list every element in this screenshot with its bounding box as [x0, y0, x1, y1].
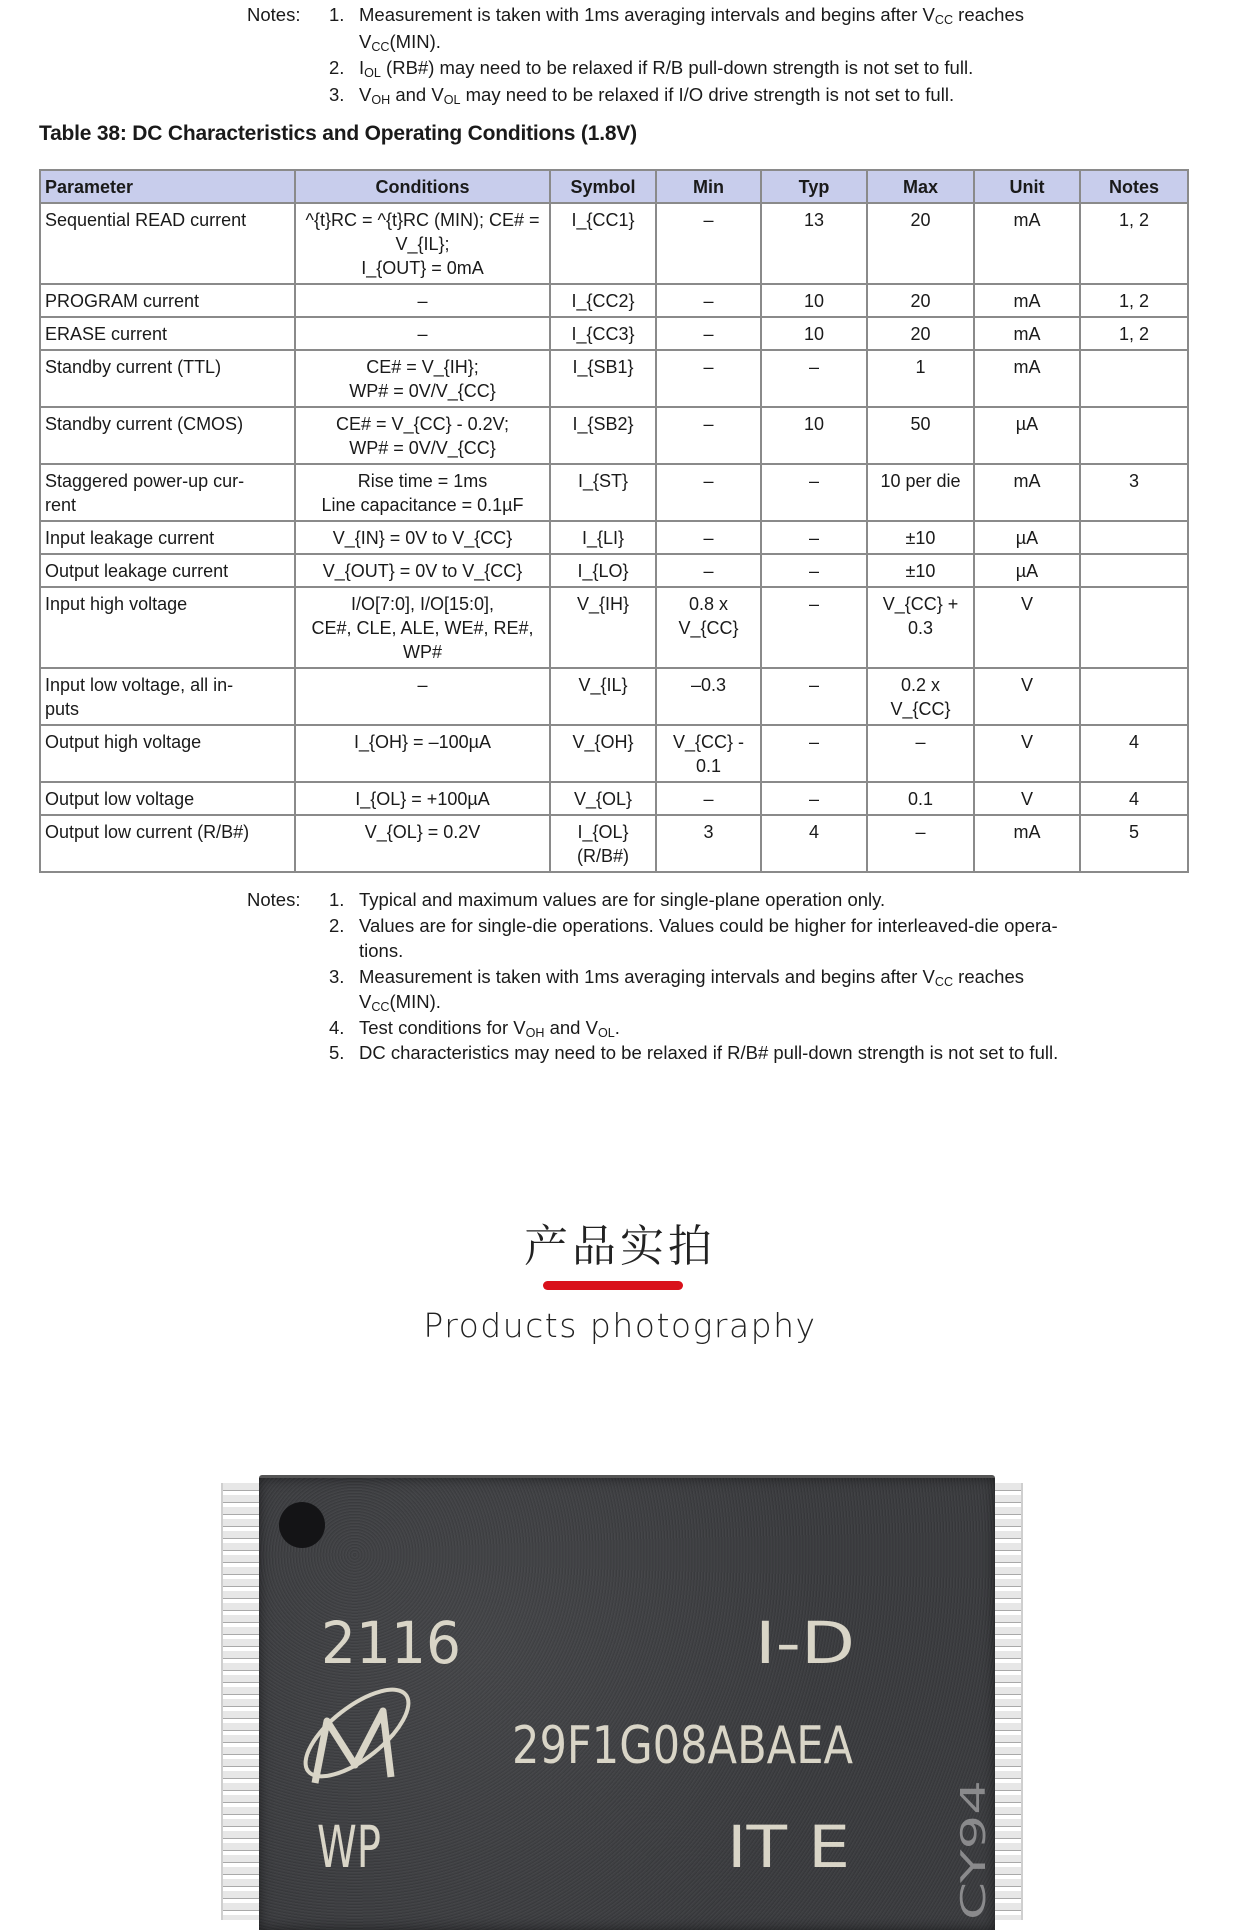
cell-parameter — [40, 521, 295, 554]
note-text: DC characteristics may need to be relaxed if R/B# pull-down strength is not set to full. — [359, 1042, 1059, 1063]
cell-text: Input high voltage — [45, 594, 188, 614]
note-text: VOH and VOL may need to be relaxed if I/O drive strength is not set to full. — [359, 83, 955, 107]
cell-min — [656, 668, 761, 725]
cell-text: WP# — [402, 642, 442, 662]
cell-text: mA — [1013, 291, 1041, 311]
cell-text: – — [703, 789, 714, 809]
cell-text: V_{IH} — [576, 594, 630, 614]
note-text: Measurement is taken with 1ms averaging intervals and begins after VCC reaches — [359, 4, 1024, 28]
cell-unit — [974, 464, 1080, 521]
cell-symbol — [550, 587, 656, 668]
cell-text: V_{CC} - 0.1 — [672, 732, 745, 776]
cell-text: I_{OUT} = 0mA — [361, 258, 484, 278]
cell-text: 4 — [808, 822, 819, 842]
cell-notes — [1080, 725, 1188, 782]
cell-parameter — [40, 284, 295, 317]
note-number: 2. — [329, 57, 345, 78]
cell-text: 0.2 x V_{CC} — [890, 675, 951, 719]
note-number: 3. — [329, 83, 345, 105]
cell-parameter — [40, 407, 295, 464]
cell-parameter — [40, 587, 295, 668]
cell-max — [867, 407, 974, 464]
cell-text: 50 — [910, 414, 931, 434]
cell-text: 20 — [910, 324, 931, 344]
cell-typ — [761, 725, 867, 782]
cell-notes — [1080, 815, 1188, 872]
cell-typ — [761, 815, 867, 872]
cell-conditions — [295, 587, 550, 668]
cell-symbol — [550, 815, 656, 872]
note-text: IOL (RB#) may need to be relaxed if R/B pull-down strength is not set to full. — [359, 57, 974, 81]
cell-min — [656, 521, 761, 554]
cell-text: V_{OUT} = 0V to V_{CC} — [322, 561, 523, 581]
cell-unit — [974, 407, 1080, 464]
cell-text: – — [808, 732, 819, 752]
chip-marking-wp: WP — [317, 1813, 381, 1881]
cell-text: I_{OL} = +100µA — [355, 789, 490, 809]
cell-notes — [1080, 521, 1188, 554]
note-number: 3. — [329, 965, 345, 987]
chip-marking-date: 2116 — [321, 1609, 461, 1677]
note-text: tions. — [359, 940, 404, 961]
cell-unit — [974, 284, 1080, 317]
column-header-symbol: Symbol — [550, 170, 656, 203]
cell-text: mA — [1013, 357, 1041, 377]
cell-parameter — [40, 815, 295, 872]
note-number: 5. — [329, 1042, 345, 1063]
cell-text: – — [808, 357, 819, 377]
cell-conditions — [295, 464, 550, 521]
cell-text: I_{OH} = –100µA — [354, 732, 491, 752]
table-row — [40, 203, 1188, 284]
cell-text: V — [1020, 675, 1033, 695]
cell-max — [867, 464, 974, 521]
section-title-cn: 产品实拍 — [524, 1221, 716, 1272]
cell-text: Output high voltage — [45, 732, 202, 752]
cell-symbol — [550, 203, 656, 284]
cell-min — [656, 350, 761, 407]
cell-text: Output low current (R/B#) — [45, 822, 250, 842]
table-row — [40, 554, 1188, 587]
cell-text: 0.1 — [907, 789, 934, 809]
notes-label: Notes: — [247, 889, 301, 910]
cell-parameter — [40, 725, 295, 782]
column-header-notes: Notes — [1080, 170, 1188, 203]
cell-conditions — [295, 284, 550, 317]
cell-text: – — [808, 675, 819, 695]
cell-typ — [761, 407, 867, 464]
note-number: 2. — [329, 914, 345, 936]
cell-notes — [1080, 587, 1188, 668]
cell-symbol — [550, 350, 656, 407]
cell-text: I_{LO} — [577, 561, 629, 581]
cell-symbol — [550, 464, 656, 521]
column-header-min: Min — [656, 170, 761, 203]
chip-markings — [215, 1465, 1027, 1920]
cell-typ — [761, 554, 867, 587]
cell-text: PROGRAM current — [45, 291, 200, 311]
cell-text: mA — [1013, 210, 1041, 230]
cell-text: – — [417, 675, 428, 695]
column-header-conditions: Conditions — [295, 170, 550, 203]
note-text: Typical and maximum values are for single-plane operation only. — [359, 889, 886, 910]
cell-typ — [761, 464, 867, 521]
cell-max — [867, 782, 974, 815]
cell-typ — [761, 350, 867, 407]
cell-text: 1, 2 — [1118, 210, 1150, 230]
cell-text: µA — [1015, 414, 1039, 434]
cell-max — [867, 203, 974, 284]
cell-parameter — [40, 203, 295, 284]
cell-symbol — [550, 317, 656, 350]
cell-text: 3 — [1128, 471, 1139, 491]
cell-text: 4 — [1128, 789, 1139, 809]
cell-parameter — [40, 554, 295, 587]
table-row — [40, 815, 1188, 872]
cell-conditions — [295, 815, 550, 872]
cell-text: I_{OL} (R/B#) — [576, 822, 629, 866]
cell-max — [867, 587, 974, 668]
cell-text: V_{OL} = 0.2V — [364, 822, 481, 842]
cell-typ — [761, 317, 867, 350]
cell-min — [656, 554, 761, 587]
chip-part-number: 29F1G08ABAEA — [512, 1716, 854, 1776]
cell-text: – — [808, 528, 819, 548]
cell-conditions — [295, 725, 550, 782]
column-header-parameter: Parameter — [40, 170, 295, 203]
cell-text: I_{LI} — [581, 528, 625, 548]
section-title-en: Products photography — [423, 1306, 817, 1345]
cell-parameter — [40, 782, 295, 815]
cell-notes — [1080, 554, 1188, 587]
cell-unit — [974, 521, 1080, 554]
cell-text: CE# = V_{CC} - 0.2V; — [336, 414, 509, 434]
cell-notes — [1080, 284, 1188, 317]
cell-text: CE# = V_{IH}; — [366, 357, 479, 377]
cell-unit — [974, 782, 1080, 815]
cell-typ — [761, 203, 867, 284]
cell-text: 4 — [1128, 732, 1139, 752]
product-photo-chip — [215, 1465, 1027, 1920]
cell-text: – — [703, 471, 714, 491]
cell-text: Line capacitance = 0.1µF — [321, 495, 524, 515]
cell-unit — [974, 350, 1080, 407]
cell-text: – — [915, 822, 926, 842]
cell-text: µA — [1015, 528, 1039, 548]
cell-text: ^{t}RC = ^{t}RC (MIN); CE# = V_{IL}; — [305, 210, 540, 254]
cell-text: Output low voltage — [45, 789, 195, 809]
cell-text: 10 — [803, 414, 825, 434]
cell-symbol — [550, 782, 656, 815]
cell-text: – — [703, 291, 714, 311]
dc-characteristics-table — [39, 169, 1189, 873]
cell-text: 1, 2 — [1118, 291, 1150, 311]
cell-parameter — [40, 317, 295, 350]
cell-symbol — [550, 407, 656, 464]
cell-text: –0.3 — [690, 675, 727, 695]
cell-text: – — [703, 528, 714, 548]
cell-text: I/O[7:0], I/O[15:0], — [350, 594, 495, 614]
cell-text: I_{SB2} — [572, 414, 634, 434]
cell-text: ±10 — [905, 528, 936, 548]
table-title: Table 38: DC Characteristics and Operating Conditions (1.8V) — [39, 122, 637, 145]
cell-conditions — [295, 668, 550, 725]
cell-symbol — [550, 554, 656, 587]
notes-label: Notes: — [247, 4, 301, 25]
table-row — [40, 350, 1188, 407]
cell-symbol — [550, 725, 656, 782]
cell-text: V_{OL} — [573, 789, 633, 809]
pin1-dot — [279, 1502, 325, 1548]
cell-parameter — [40, 464, 295, 521]
cell-notes — [1080, 317, 1188, 350]
cell-unit — [974, 668, 1080, 725]
cell-notes — [1080, 782, 1188, 815]
table-row — [40, 407, 1188, 464]
cell-conditions — [295, 554, 550, 587]
cell-text: Rise time = 1ms — [357, 471, 488, 491]
cell-symbol — [550, 668, 656, 725]
column-header-typ: Typ — [761, 170, 867, 203]
cell-text: 20 — [910, 210, 931, 230]
cell-text: 20 — [910, 291, 931, 311]
cell-text: – — [808, 594, 819, 614]
cell-text: Standby current (CMOS) — [45, 414, 244, 434]
cell-notes — [1080, 350, 1188, 407]
table-row — [40, 317, 1188, 350]
cell-text: mA — [1013, 471, 1041, 491]
chip-marking-code: I-D — [755, 1609, 855, 1677]
cell-max — [867, 668, 974, 725]
cell-conditions — [295, 203, 550, 284]
cell-text: – — [703, 324, 714, 344]
cell-max — [867, 317, 974, 350]
table-row — [40, 725, 1188, 782]
cell-text: – — [808, 789, 819, 809]
cell-unit — [974, 317, 1080, 350]
cell-text: Input low voltage, all in- — [45, 675, 234, 695]
cell-unit — [974, 815, 1080, 872]
cell-text: CE#, CLE, ALE, WE#, RE#, — [311, 618, 534, 638]
cell-text: 13 — [803, 210, 825, 230]
cell-typ — [761, 668, 867, 725]
note-number: 1. — [329, 4, 345, 25]
cell-max — [867, 521, 974, 554]
cell-text: WP# = 0V/V_{CC} — [349, 381, 496, 401]
cell-text: rent — [45, 495, 77, 515]
cell-min — [656, 587, 761, 668]
note-text: Values are for single-die operations. Values could be higher for interleaved-die opera- — [359, 914, 1058, 936]
note-text: VCC(MIN). — [359, 991, 441, 1015]
cell-conditions — [295, 407, 550, 464]
cell-conditions — [295, 521, 550, 554]
cell-parameter — [40, 350, 295, 407]
cell-notes — [1080, 203, 1188, 284]
cell-text: 10 per die — [880, 471, 961, 491]
cell-text: 3 — [703, 822, 714, 842]
table-row — [40, 782, 1188, 815]
cell-symbol — [550, 284, 656, 317]
cell-text: I_{CC1} — [571, 210, 635, 230]
cell-text: – — [808, 471, 819, 491]
cell-unit — [974, 725, 1080, 782]
cell-text: Input leakage current — [45, 528, 215, 548]
cell-min — [656, 203, 761, 284]
cell-text: ERASE current — [45, 324, 168, 344]
cell-min — [656, 782, 761, 815]
cell-max — [867, 725, 974, 782]
cell-typ — [761, 782, 867, 815]
table-row — [40, 521, 1188, 554]
cell-text: Staggered power-up cur- — [45, 471, 245, 491]
cell-unit — [974, 203, 1080, 284]
cell-notes — [1080, 668, 1188, 725]
cell-min — [656, 464, 761, 521]
column-header-unit: Unit — [974, 170, 1080, 203]
cell-text: V_{IL} — [578, 675, 628, 695]
cell-text: I_{CC2} — [571, 291, 635, 311]
cell-text: – — [915, 732, 926, 752]
column-header-max: Max — [867, 170, 974, 203]
cell-text: V — [1020, 789, 1033, 809]
cell-conditions — [295, 350, 550, 407]
cell-notes — [1080, 464, 1188, 521]
cell-text: ±10 — [905, 561, 936, 581]
cell-parameter — [40, 668, 295, 725]
cell-text: µA — [1015, 561, 1039, 581]
cell-text: – — [808, 561, 819, 581]
cell-min — [656, 284, 761, 317]
cell-text: Sequential READ current — [45, 210, 247, 230]
cell-unit — [974, 554, 1080, 587]
cell-text: WP# = 0V/V_{CC} — [349, 438, 496, 458]
micron-logo-icon — [292, 1674, 422, 1791]
cell-text: – — [703, 414, 714, 434]
table-row — [40, 284, 1188, 317]
cell-min — [656, 815, 761, 872]
cell-text: I_{ST} — [577, 471, 629, 491]
cell-text: I_{SB1} — [572, 357, 634, 377]
cell-text: – — [703, 210, 714, 230]
cell-text: 1 — [915, 357, 926, 377]
table-header-row — [40, 170, 1188, 203]
cell-notes — [1080, 407, 1188, 464]
cell-text: mA — [1013, 324, 1041, 344]
table-row — [40, 464, 1188, 521]
cell-text: – — [417, 291, 428, 311]
cell-conditions — [295, 782, 550, 815]
cell-text: V_{IN} = 0V to V_{CC} — [332, 528, 513, 548]
cell-text: – — [703, 561, 714, 581]
cell-text: I_{CC3} — [571, 324, 635, 344]
cell-text: Standby current (TTL) — [45, 357, 222, 377]
chip-marking-ite: IT E — [727, 1813, 850, 1881]
cell-text: V_{CC} + 0.3 — [882, 594, 959, 638]
cell-text: Output leakage current — [45, 561, 229, 581]
cell-max — [867, 350, 974, 407]
cell-conditions — [295, 317, 550, 350]
cell-typ — [761, 284, 867, 317]
cell-symbol — [550, 521, 656, 554]
cell-max — [867, 284, 974, 317]
cell-min — [656, 725, 761, 782]
table-row — [40, 668, 1188, 725]
cell-typ — [761, 587, 867, 668]
cell-typ — [761, 521, 867, 554]
note-text: VCC(MIN). — [359, 30, 441, 54]
cell-min — [656, 407, 761, 464]
note-number: 4. — [329, 1016, 345, 1038]
note-text: Test conditions for VOH and VOL. — [359, 1016, 620, 1040]
cell-text: 0.8 x V_{CC} — [678, 594, 739, 638]
cell-text: puts — [45, 699, 80, 719]
cell-text: 10 — [803, 291, 825, 311]
chip-side-code: CY94 — [954, 1832, 994, 1920]
table-row — [40, 587, 1188, 668]
cell-max — [867, 815, 974, 872]
note-text: Measurement is taken with 1ms averaging intervals and begins after VCC reaches — [359, 965, 1024, 989]
cell-text: – — [417, 324, 428, 344]
cell-text: mA — [1013, 822, 1041, 842]
cell-text: 1, 2 — [1118, 324, 1150, 344]
cell-text: V_{OH} — [572, 732, 634, 752]
note-number: 1. — [329, 889, 345, 910]
cell-text: 10 — [803, 324, 825, 344]
cell-text: 5 — [1128, 822, 1139, 842]
cell-min — [656, 317, 761, 350]
cell-text: V — [1020, 732, 1033, 752]
cell-text: V — [1020, 594, 1033, 614]
title-underline-accent — [543, 1281, 683, 1290]
cell-max — [867, 554, 974, 587]
cell-text: – — [703, 357, 714, 377]
cell-unit — [974, 587, 1080, 668]
